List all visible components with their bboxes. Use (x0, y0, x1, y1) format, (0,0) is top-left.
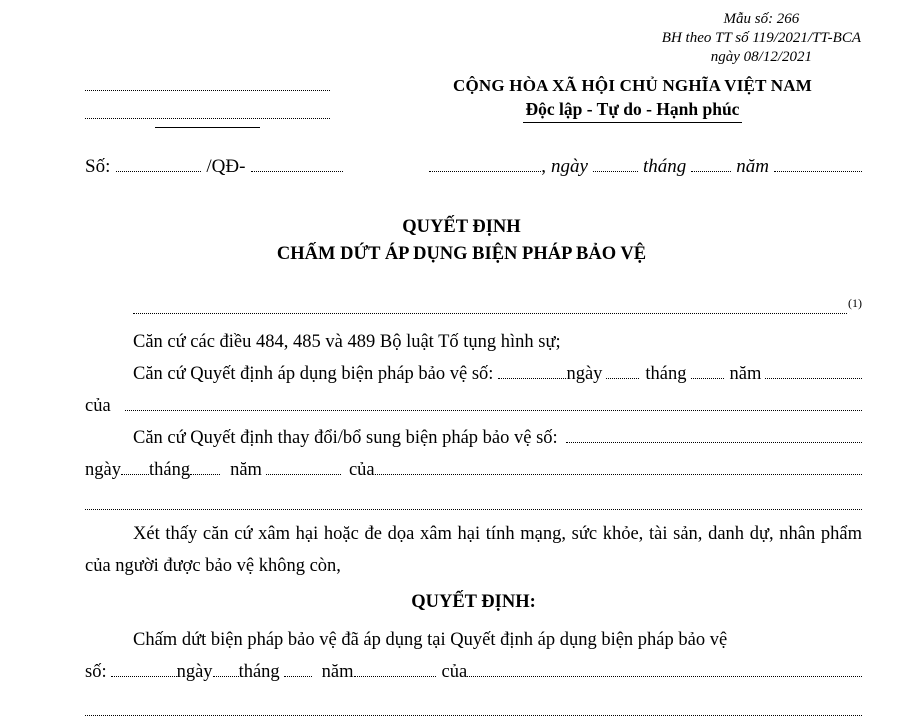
doc-symbol-blank (251, 171, 343, 172)
national-motto: Độc lập - Tự do - Hạnh phúc (523, 97, 743, 123)
finding-paragraph: Xét thấy căn cứ xâm hại hoặc đe dọa xâm hại tính mạng, sức khỏe, tài sản, danh dự, nhân phẩm của người được bảo vệ không còn, (85, 524, 862, 576)
day-blank (121, 474, 149, 475)
decision-ref-lead: Căn cứ Quyết định áp dụng biện pháp bảo vệ số: (133, 364, 494, 384)
issuing-authority-blank (375, 474, 862, 475)
year-blank (765, 378, 862, 379)
doc-number-blank (116, 171, 201, 172)
form-meta (662, 10, 861, 67)
of-word: của (441, 662, 468, 682)
amendment-ref-line-1 (85, 422, 862, 454)
month-blank (190, 474, 220, 475)
number-date-row (85, 152, 862, 182)
amendment-number-blank (566, 442, 862, 443)
place-date-group (429, 152, 862, 182)
decision-number-blank (498, 378, 566, 379)
day-blank (606, 378, 639, 379)
decision-number-blank (111, 676, 177, 677)
amendment-ref-lead: Căn cứ Quyết định thay đổi/bổ sung biện pháp bảo vệ số: (133, 428, 558, 448)
termination-line-1 (85, 624, 862, 656)
day-blank (213, 676, 239, 677)
of-word: của (85, 396, 111, 416)
doc-symbol-label: /QĐ- (206, 156, 246, 177)
month-word: tháng (645, 364, 687, 384)
number-word: số: (85, 662, 107, 682)
document-body (85, 294, 862, 724)
month-word: tháng (148, 460, 191, 480)
termination-line-2 (85, 656, 862, 688)
decides-heading: QUYẾT ĐỊNH: (411, 592, 536, 612)
doc-number-group (85, 152, 343, 182)
title-line-1: QUYẾT ĐỊNH (402, 217, 521, 237)
form-circular: BH theo TT số 119/2021/TT-BCA (661, 30, 861, 46)
org-name-blank-2 (85, 91, 330, 119)
org-divider-line (155, 127, 260, 128)
year-label: năm (736, 156, 769, 177)
form-date: ngày 08/12/2021 (710, 49, 813, 65)
doc-number-label: Số: (85, 156, 111, 177)
org-name-blank-1 (85, 75, 330, 91)
issuer-blank-line (85, 294, 862, 326)
month-word: tháng (238, 662, 280, 682)
year-word: năm (230, 460, 262, 480)
legal-basis-text: Căn cứ các điều 484, 485 và 489 Bộ luật Tố tụng hình sự; (133, 332, 561, 352)
day-word: ngày (566, 364, 603, 384)
decision-ref-line-1 (85, 358, 862, 390)
day-label: ngày (551, 156, 588, 177)
day-word: ngày (176, 662, 213, 682)
of-word: của (348, 460, 375, 480)
separator-dotted-line (85, 486, 862, 518)
form-number: Mẫu số: 266 (723, 11, 800, 27)
comma: , (541, 156, 547, 177)
issuing-authority-blank (467, 676, 862, 677)
national-title: CỘNG HÒA XÃ HỘI CHỦ NGHĨA VIỆT NAM (453, 76, 812, 95)
month-blank (691, 171, 731, 172)
document-header (0, 75, 923, 128)
issuing-authority-blank (125, 410, 862, 411)
termination-lead: Chấm dứt biện pháp bảo vệ đã áp dụng tại Quyết định áp dụng biện pháp bảo vệ (133, 630, 728, 650)
title-line-2: CHẤM DỨT ÁP DỤNG BIỆN PHÁP BẢO VỆ (276, 244, 647, 264)
year-word: năm (321, 662, 354, 682)
issuer-blank (133, 313, 847, 314)
document-title (0, 214, 923, 268)
year-blank (266, 474, 341, 475)
decision-ref-line-2 (85, 390, 862, 422)
year-blank (354, 676, 436, 677)
amendment-ref-line-2 (85, 454, 862, 486)
month-label: tháng (642, 156, 687, 177)
month-blank (284, 676, 312, 677)
bottom-dotted-line (85, 692, 862, 724)
year-blank (774, 171, 862, 172)
bottom-blank (85, 715, 862, 716)
separator-blank (85, 509, 862, 510)
place-blank (429, 171, 541, 172)
legal-basis-line (85, 326, 862, 358)
issuing-org-block (85, 75, 330, 128)
day-blank (593, 171, 638, 172)
month-blank (691, 378, 724, 379)
year-word: năm (729, 364, 762, 384)
national-header (400, 75, 865, 128)
day-word: ngày (85, 460, 121, 480)
footnote-marker: (1) (848, 296, 862, 310)
